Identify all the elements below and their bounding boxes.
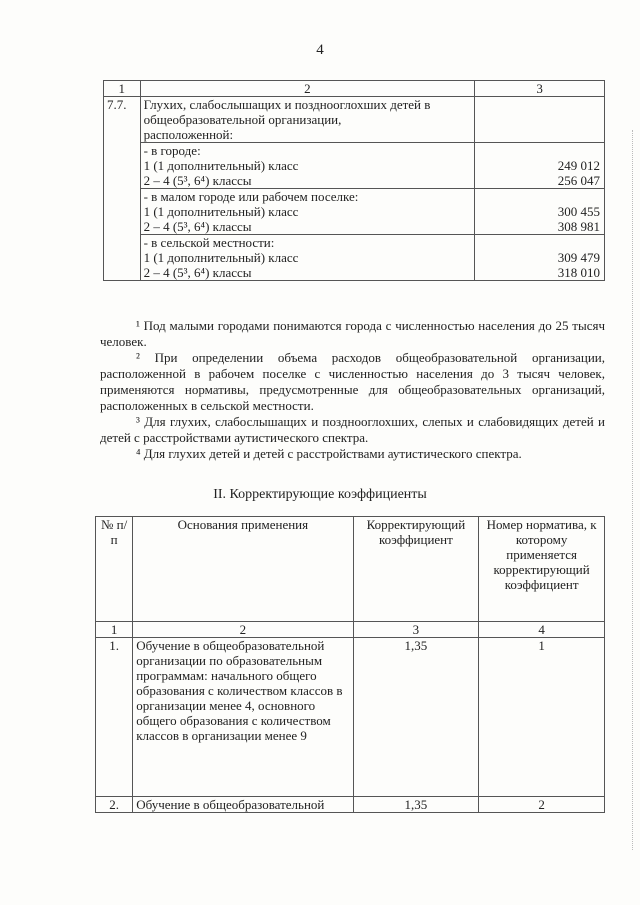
norm-value: 256 047 [557,173,600,188]
norm-number-cell: 2 [479,797,605,813]
basis-cell: Обучение в общеобразовательной организации по образовательным программам: начального общего образования с количеством классов в организации менее 4, основного общего образования с количеством классов в организации менее 9 [133,638,353,797]
table-header-row [96,517,605,622]
norm-value: 318 010 [557,265,600,280]
value-cell [475,143,605,189]
row-title-line: Глухих, слабослышащих и позднооглохших детей в [143,97,431,112]
row-number: 2. [96,797,133,813]
table-row [96,638,605,797]
norm-value: 300 455 [557,204,600,219]
group-cell [140,235,475,281]
norm-value: 308 981 [557,219,600,234]
header-cell: 1 [104,81,141,97]
coefficient-cell: 1,35 [353,638,479,797]
header-cell: Номер норматива, к которому применяется корректирующий коэффициент [479,517,605,622]
value-cell [475,235,605,281]
table-row [104,143,605,189]
row-title [140,97,475,143]
group-line: 2 – 4 (5³, 6⁴) классы [143,219,252,234]
page-number: 4 [316,42,324,58]
group-line: 2 – 4 (5³, 6⁴) классы [143,173,252,188]
section-title: II. Корректирующие коэффициенты [213,487,427,502]
footnote-1: ¹ Под малыми городами понимаются города с численностью населения до 25 тысяч человек. [100,318,605,349]
table-row [104,189,605,235]
column-number-row [96,622,605,638]
coefficient-cell: 1,35 [353,797,479,813]
header-cell: № п/п [96,517,133,622]
basis-cell: Обучение в общеобразовательной [133,797,353,813]
group-line: 1 (1 дополнительный) класс [143,204,299,219]
footnotes [100,318,605,462]
column-number: 1 [96,622,133,638]
norm-value: 249 012 [557,158,600,173]
group-cell [140,143,475,189]
row-title-line: общеобразовательной организации, [143,112,342,127]
header-cell: Основания применения [133,517,353,622]
norm-value: 309 479 [557,250,600,265]
header-cell: 2 [140,81,475,97]
group-line: 1 (1 дополнительный) класс [143,158,299,173]
column-number: 4 [479,622,605,638]
footnote-3: ³ Для глухих, слабослышащих и позднооглохших, слепых и слабовидящих детей и детей с расстройствами аутистического спектра. [100,414,605,445]
coefficients-table [95,516,605,813]
group-label: - в сельской местности: [143,235,275,250]
row-title-line: расположенной: [143,127,234,142]
norm-number-cell: 1 [479,638,605,797]
column-number: 3 [353,622,479,638]
header-cell: Корректирующий коэффициент [353,517,479,622]
table-row [104,235,605,281]
column-number: 2 [133,622,353,638]
table-row [104,97,605,143]
header-cell: 3 [475,81,605,97]
group-cell [140,189,475,235]
footnote-2: ² При определении объема расходов общеобразовательной организации, расположенной в рабочем поселке с численностью населения до 3 тысяч человек, применяются нормативы, предусмотренные для общеобразовательных организаций, расположенных в сельской местности. [100,350,605,413]
value-cell [475,189,605,235]
group-label: - в городе: [143,143,201,158]
group-line: 1 (1 дополнительный) класс [143,250,299,265]
table-header-row [104,81,605,97]
footnote-4: ⁴ Для глухих детей и детей с расстройствами аутистического спектра. [136,446,522,461]
group-label: - в малом городе или рабочем поселке: [143,189,359,204]
table-row [96,797,605,813]
group-line: 2 – 4 (5³, 6⁴) классы [143,265,252,280]
per-student-norms-table [103,80,605,281]
scan-artifact-line [632,130,634,850]
row-number: 1. [96,638,133,797]
row-number: 7.7. [104,97,141,281]
value-cell [475,97,605,143]
